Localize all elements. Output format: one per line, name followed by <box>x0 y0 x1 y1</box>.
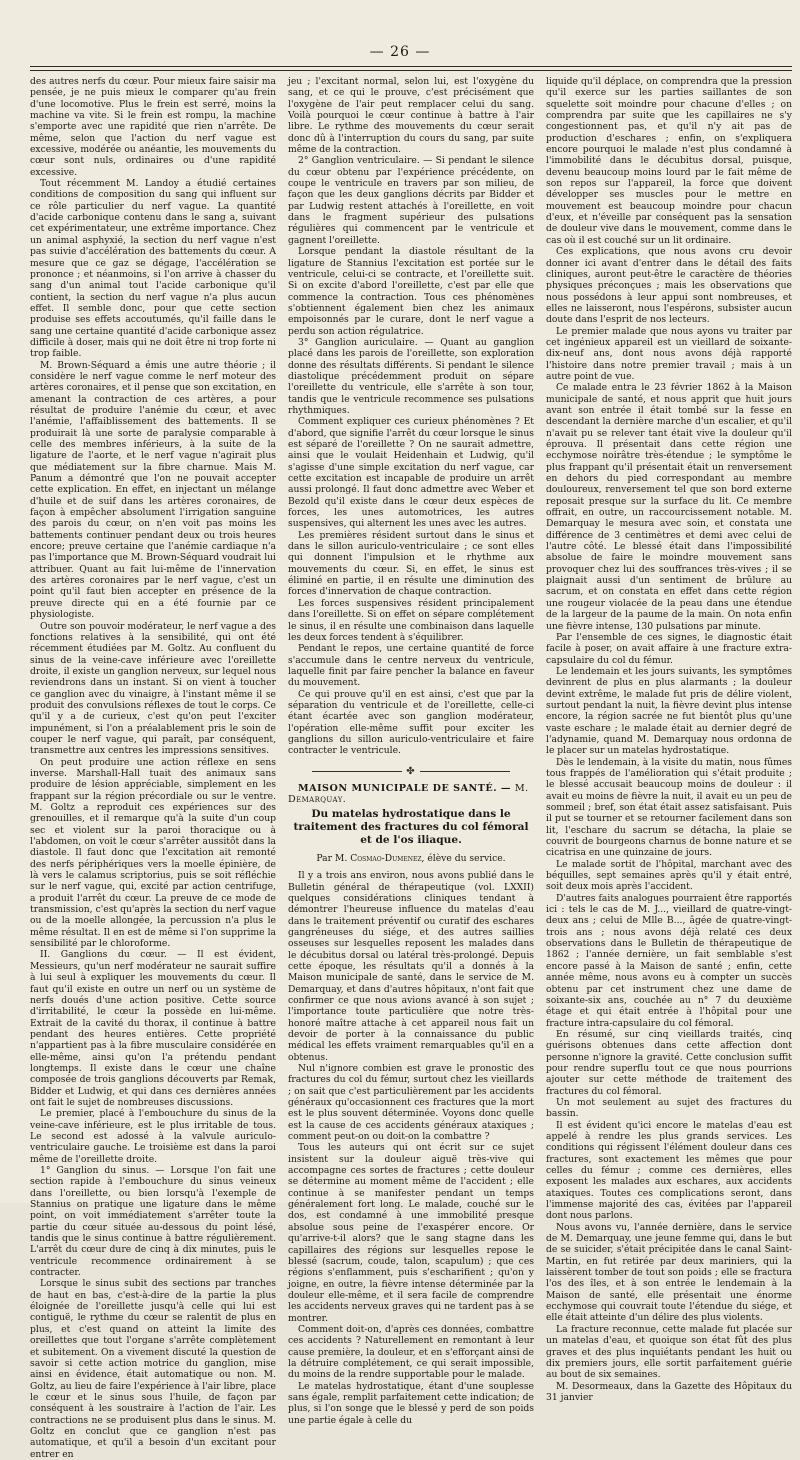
section-title-text: MAISON MUNICIPALE DE SANTÉ. — <box>298 783 515 795</box>
separator-line <box>312 771 402 772</box>
paragraph: D'autres faits analogues pourraient être rapportés ici : tels le cas de M. J..., vieillard de quatre-vingt-deux ans ; celui de Mlle B..., âgée de quatre-vingt-trois ans ; nous avons déjà relaté ces deux observations dans le Bulletin de thérapeutique de 1862 ; l'année dernière, un fait semblable s'est encore passé à la Maison de santé ; enfin, cette année même, nous avons eu à compter un succès obtenu par cet instrument chez une dame de soixante-six ans, couchée au n° 7 du deuxième étage et qui était entrée à l'hôpital pour une fracture intra-capsulaire du col fémoral. <box>546 892 792 1029</box>
paragraph: 2° Ganglion ventriculaire. — Si pendant le silence du cœur obtenu par l'expérience précédente, on coupe le ventricule en travers par son milieu, de façon que les deux ganglions décrits par Bidder et par Ludwig restent attachés à l'oreillette, en voit dans le fragment supérieur des pulsations régulières qui commencent par le ventricule et gagnent l'oreillette. <box>288 155 534 246</box>
paragraph: jeu ; l'excitant normal, selon lui, est l'oxygène du sang, et ce qui le prouve, c'est précisément que l'oxygène de l'air peut remplacer celui du sang. Voilà pourquoi le cœur continue à battre à l'air libre. Le rythme des mouvements du cœur serait donc dû à l'interruption du cours du sang, par suite même de la contraction. <box>288 76 534 156</box>
separator-line <box>420 771 510 772</box>
paragraph: En résumé, sur cinq vieillards traités, cinq guérisons obtenues dans cette affection dont personne n'ignore la gravité. Cette conclusion suffit pour rendre superflu tout ce que nous pourrions ajouter sur cette méthode de traitement des fractures du col fémoral. <box>546 1028 792 1097</box>
paragraph: Ce qui prouve qu'il en est ainsi, c'est que par la séparation du ventricule et de l'oreillette, celle-ci étant écartée avec son ganglion modérateur, l'opération elle-même suffit pour exciter les ganglions du sillon auriculo-ventriculaire et faire contracter le ventricule. <box>288 688 534 757</box>
byline <box>288 853 534 864</box>
paragraph: Lorsque le sinus subit des sections par tranches de haut en bas, c'est-à-dire de la partie la plus éloignée de l'oreillette jusqu'à celle qui lui est contiguë, le rythme du cœur se ralentit de plus en plus, et c'est quand on atteint la limite des oreillettes que tout l'organe s'arrête complètement et subitement. On a vivement discuté la question de savoir si cette action motrice du ganglion, mise ainsi en évidence, était automatique ou non. M. Goltz, au lieu de faire l'expérience à l'air libre, place le cœur et le sinus sous l'huile, de façon par conséquent à les soustraire à l'action de l'air. Les contractions ne se produisent plus dans le sinus. M. Goltz en conclut que ce ganglion n'est pas automatique, et qu'il a besoin d'un excitant pour entrer en <box>30 1278 276 1460</box>
paragraph: Outre son pouvoir modérateur, le nerf vague a des fonctions relatives à la sensibilité, qui ont été récemment étudiées par M. Goltz. Au confluent du sinus de la veine-cave inférieure avec l'oreillette droite, il existe un ganglion nerveux, sur lequel nous reviendrons dans un instant. Si on vient à toucher ce ganglion avec du vinaigre, à l'instant même il se produit des convulsions réflexes de tout le corps. Ce qu'il y a de curieux, c'est qu'on peut l'exciter impunément, si l'on a préalablement pris le soin de couper le nerf vague, qui paraît, par conséquent, transmettre aux centres les impressions sensitives. <box>30 620 276 757</box>
paragraph: Ce malade entra le 23 février 1862 à la Maison municipale de santé, et nous apprit que huit jours avant son entrée il était tombé sur la fesse en descendant la dernière marche d'un escalier, et qu'il n'avait pu se relever tant était vive la douleur qu'il éprouva. Il présentait dans cette région une ecchymose noirâtre très-étendue ; le symptôme le plus frappant qu'il présentait était un renversement en dehors du pied correspondant au membre douloureux, renversement tel que son bord externe reposait presque sur la surface du lit. Ce membre offrait, en outre, un raccourcissement notable. M. Demarquay le mesura avec soin, et constata une différence de 3 centimètres et demi avec celui de l'autre côté. Le blessé était dans l'impossibilité absolue de faire le moindre mouvement sans provoquer chez lui des souffrances très-vives ; il se plaignait aussi d'un sentiment de brûlure au sacrum, et on constata en effet dans cette région une rougeur violacée de la peau dans une étendue de la largeur de la paume de la main. On nota enfin une fièvre intense, 130 pulsations par minute. <box>546 382 792 632</box>
paragraph: liquide qu'il déplace, on comprendra que la pression qu'il exerce sur les parties saillantes de son squelette soit moindre pour chacune d'elles ; on comprendra par suite que les capillaires ne s'y congestionnent pas, et qu'il n'y ait pas de production d'eschares ; enfin, on s'expliquera encore pourquoi le malade n'est plus condamné à l'immobilité dans le décubitus dorsal, puisque, devenu beaucoup moins lourd par le fait même de son repos sur l'appareil, la force que doivent développer ses muscles pour le mettre en mouvement est beaucoup moindre pour chacun d'eux, et n'éveille par conséquent pas la sensation de douleur vive dans le mouvement, comme dans le cas où il est couché sur un lit ordinaire. <box>546 76 792 246</box>
paragraph: Comment doit-on, d'après ces données, combattre ces accidents ? Naturellement en remontant à leur cause première, la douleur, et en s'efforçant ainsi de la détruire complétement, ce qui serait impossible, du moins de la rendre supportable pour le malade. <box>288 1323 534 1381</box>
byline-author: Cosmao-Dumenez <box>350 852 422 864</box>
paragraph: On peut produire une action réflexe en sens inverse. Marshall-Hall tuait des animaux sans produire de lésion appréciable, simplement en les frappant sur la région précordiale ou sur le ventre. M. Goltz a reproduit ces expériences sur des grenouilles, et il remarque qu'à la suite d'un coup sec et violent sur la paroi thoracique ou à l'abdomen, on voit le cœur s'arrêter aussitôt dans la diastole. Il faut donc que l'excitation ait remonté des nerfs périphériques vers la moelle épinière, de là vers le calamus scriptorius, puis se soit réfléchie sur le nerf vague, qui, excité par action centrifuge, a produit l'arrêt du cœur. La preuve de ce mode de transmission, c'est qu'après la section du nerf vague ou de la moelle allongée, la percussion n'a plus le même résultat. Il en est de même si l'on supprime la sensibilité par le chloroforme. <box>30 756 276 950</box>
paragraph: des autres nerfs du cœur. Pour mieux faire saisir ma pensée, je ne puis mieux le comparer qu'au frein d'une locomotive. Plus le frein est serré, moins la machine va vite. Si le frein est rompu, la machine s'emporte avec une rapidité que rien n'arrête. De même, selon que l'action du nerf vague est excessive, modérée ou anéantie, les mouvements du cœur sont nuls, ordinaires ou d'une rapidité excessive. <box>30 76 276 178</box>
paragraph: M. Desormeaux, dans la Gazette des Hôpitaux du 31 janvier <box>546 1380 792 1403</box>
paragraph: Les premières résident surtout dans le sinus et dans le sillon auriculo-ventriculaire ; ce sont elles qui donnent l'impulsion et le rhythme aux mouvements du cœur. Si, en effet, le sinus est éliminé en partie, il en résulte une diminution des forces d'innervation de chaque contraction. <box>288 529 534 598</box>
paragraph: Pendant le repos, une certaine quantité de force s'accumule dans le centre nerveux du ventricule, laquelle finit par faire pencher la balance en faveur du mouvement. <box>288 643 534 689</box>
paragraph: Un mot seulement au sujet des fractures du bassin. <box>546 1096 792 1120</box>
byline-suffix: , élève du service. <box>421 852 506 864</box>
paragraph: Par l'ensemble de ces signes, le diagnostic était facile à poser, on avait affaire à une fracture extra-capsulaire du col du fémur. <box>546 631 792 666</box>
paragraph: Dès le lendemain, à la visite du matin, nous fûmes tous frappés de l'amélioration qui s'était produite ; le blessé accusait beaucoup moins de douleur : il avait eu moins de fièvre la nuit, il avait eu un peu de sommeil ; bref, son état était assez satisfaisant. Puis il put se tourner et se retourner facilement dans son lit, l'eschare du sacrum se détacha, la plaie se couvrit de bourgeons charnus de bonne nature et se cicatrisa en une quinzaine de jours. <box>546 756 792 859</box>
paragraph: 3° Ganglion auriculaire. — Quant au ganglion placé dans les parois de l'oreillette, son exploration donne des résultats différents. Si pendant le silence diastolique précédemment produit on sépare l'oreillette du ventricule, elle s'arrête à son tour, tandis que le ventricule recommence ses pulsations rhythmiques. <box>288 336 534 416</box>
paragraph: 1° Ganglion du sinus. — Lorsque l'on fait une section rapide à l'embouchure du sinus veineux dans l'oreillette, ou bien lorsqu'à l'exemple de Stannius on pratique une ligature dans le même point, on voit immédiatement s'arrêter toute la partie du cœur située au-dessous du point lésé, tandis que le sinus continue à battre régulièrement. L'arrêt du cœur dure de cinq à dix minutes, puis le ventricule recommence ordinairement à se contracter. <box>30 1165 276 1279</box>
header-rule-thin <box>30 70 792 71</box>
column-right <box>546 76 792 1403</box>
paragraph: Le premier, placé à l'embouchure du sinus de la veine-cave inférieure, est le plus irritable de tous. Le second est adossé à la valvule auriculo-ventriculaire gauche. Le troisième est dans la paroi même de l'oreillette droite. <box>30 1108 276 1165</box>
article-title: Du matelas hydrostatique dans le traitement des fractures du col fémoral et de l'os iliaque. <box>293 807 529 846</box>
paragraph: Tous les auteurs qui ont écrit sur ce sujet insistent sur la douleur aiguë très-vive qui accompagne ces sortes de fractures ; cette douleur se détermine au moment même de l'accident ; elle continue à se manifester pendant un temps généralement fort long. Le malade, couché sur le dos, est condamné à une immobilité presque absolue sous peine de l'exaspérer encore. Or qu'arrive-t-il alors? que le sang stagne dans les capillaires des régions sur lesquelles repose le blessé (sacrum, coude, talon, scapulum) ; que ces régions s'enflamment, puis s'escharifient ; qu'on y joigne, en outre, la fièvre intense déterminée par la douleur elle-même, et il sera facile de comprendre les accidents nerveux graves qui ne tardent pas à se montrer. <box>288 1142 534 1324</box>
text-columns <box>30 76 792 1460</box>
paragraph: Le matelas hydrostatique, étant d'une souplesse sans égale, remplit parfaitement cette indication; de plus, si l'on songe que le blessé y perd de son poids une partie égale à celle du <box>288 1380 534 1426</box>
section-separator <box>288 766 534 778</box>
page-number: — 26 — <box>369 44 431 60</box>
paragraph: Les forces suspensives résident principalement dans l'oreillette. Si on effet on sépare complétement le sinus, il en résulte une combinaison dans laquelle les deux forces tendent à s'équilibrer. <box>288 597 534 643</box>
paragraph: Lorsque pendant la diastole résultant de la ligature de Stannius l'excitation est portée sur le ventricule, celui-ci se contracte, et l'oreillette suit. Si on excite d'abord l'oreillette, c'est par elle que commence la contraction. Tous ces phénomènes s'obtiennent également bien chez les animaux empoisonnés par le curare, dont le nerf vague a perdu son action régulatrice. <box>288 246 534 337</box>
column-left <box>30 76 276 1460</box>
paragraph: Il y a trois ans environ, nous avons publié dans le Bulletin général de thérapeutique (vol. LXXII) quelques considérations cliniques tendant à démontrer l'heureuse influence du matelas d'eau dans le traitement préventif ou curatif des eschares gangréneuses du siége, et des autres saillies osseuses sur lesquelles reposent les malades dans le décubitus dorsal ou latéral très-prolongé. Depuis cette époque, les résultats qu'il a donnés à la Maison municipale de santé, dans le service de M. Demarquay, et dans d'autres hôpitaux, n'ont fait que confirmer ce que nous avions avancé à son sujet ; l'importance toute particulière que notre très-honoré maître attache à cet appareil nous fait un devoir de porter à la connaissance du public médical les effets vraiment remarquables qu'il en a obtenus. <box>288 870 534 1063</box>
paragraph: Le lendemain et les jours suivants, les symptômes devinrent de plus en plus alarmants ; la douleur devint extrême, le malade fut pris de délire violent, surtout pendant la nuit, la fièvre devint plus intense encore, la région sacrée ne fut bientôt plus qu'une vaste eschare ; le malade était au dernier degré de l'adynamie, quand M. Demarquay nous ordonna de le placer sur un matelas hydrostatique. <box>546 665 792 757</box>
paragraph: Ces explications, que nous avons cru devoir donner ici avant d'entrer dans le détail des faits cliniques, auront peut-être le caractère de théories physiques préconçues ; mais les observations que nous possédons à leur appui sont nombreuses, et elles ne laisseront, nous l'espérons, subsister aucun doute dans l'esprit de nos lecteurs. <box>546 246 792 326</box>
section-title <box>288 783 534 806</box>
paragraph: La fracture reconnue, cette malade fut placée sur un matelas d'eau, et quoique son état fût des plus graves et des plus inquiétants pendant les huit ou dix premiers jours, elle sortit parfaitement guérie au bout de six semaines. <box>546 1323 792 1381</box>
byline-prefix: Par M. <box>316 852 351 864</box>
paragraph: Il est évident qu'ici encore le matelas d'eau est appelé à rendre les plus grands services. Les conditions qui régissent l'élément douleur dans ces fractures, sont exactement les mêmes que pour celles du fémur ; comme ces dernières, elles exposent les malades aux eschares, aux accidents ataxiques. Toutes ces complications seront, dans l'immense majorité des cas, évitées par l'appareil dont nous parlons. <box>546 1119 792 1222</box>
paragraph: Nul n'ignore combien est grave le pronostic des fractures du col du fémur, surtout chez les vieillards ; on sait que c'est particulièrement par les accidents généraux qu'occasionnent ces fractures que la mort est le plus souvent déterminée. Voyons donc quelle est la cause de ces accidents généraux ataxiques ; comment peut-on ou doit-on la combattre ? <box>288 1063 534 1143</box>
paragraph: II. Ganglions du cœur. — Il est évident, Messieurs, qu'un nerf modérateur ne saurait suffire à lui seul à expliquer les mouvements du cœur. Il faut qu'il existe en outre un nerf ou un système de nerfs doués d'une action positive. Cette source d'irritabilité, le cœur la possède en lui-même. Extrait de la cavité du thorax, il continue à battre pendant des heures entières. Cette propriété n'appartient pas à la fibre musculaire considérée en elle-même, ainsi qu'on l'a prétendu pendant longtemps. Il existe dans le cœur une chaîne composée de trois ganglions découverts par Remak, Bidder et Ludwig, et qui dans ces dernières années ont fait le sujet de nombreuses discussions. <box>30 949 276 1108</box>
paragraph: Le malade sortit de l'hôpital, marchant avec des béquilles, sept semaines après qu'il y était entré, soit deux mois après l'accident. <box>546 858 792 893</box>
header-rule <box>30 66 792 67</box>
paragraph: Comment expliquer ces curieux phénomènes ? Et d'abord, que signifie l'arrêt du cœur lorsque le sinus est séparé de l'oreillette ? On ne saurait admettre, ainsi que le voulait Heidenhain et Ludwig, qu'il s'agisse d'une simple excitation du nerf vague, car cette excitation est incapable de produire un arrêt aussi prolongé. Il faut donc admettre avec Weber et Bezold qu'il existe dans le cœur deux espèces de forces, les unes automotrices, les autres suspensives, qui alternent les unes avec les autres. <box>288 416 534 530</box>
ornament-icon: ✤ <box>406 765 416 777</box>
paragraph: Le premier malade que nous ayons vu traiter par cet ingénieux appareil est un vieillard de soixante-dix-neuf ans, dont nous avons déjà rapporté l'histoire dans notre premier travail ; mais à un autre point de vue. <box>546 325 792 382</box>
paragraph: Nous avons vu, l'année dernière, dans le service de M. Demarquay, une jeune femme qui, dans le but de se suicider, s'était précipitée dans le canal Saint-Martin, en fut retirée par deux mariniers, qui la laissèrent tomber de tout son poids ; elle se fractura l'os des îles, et à son entrée le lendemain à la Maison de santé, elle présentait une énorme ecchymose qui couvrait toute l'étendue du siége, et elle était atteinte d'un délire des plus violents. <box>546 1221 792 1324</box>
paragraph: M. Brown-Séquard a émis une autre théorie ; il considère le nerf vague comme le nerf moteur des artères coronaires, et il pense que son excitation, en amenant la contraction de ces artères, a pour résultat de produire l'anémie du cœur, et avec l'anémie, l'affaiblissement des battements. Il se produirait là une sorte de paralysie comparable à celle des membres inférieurs, à la suite de la ligature de l'aorte, et le nerf vague n'agirait plus que médiatement sur la fibre charnue. Mais M. Panum a démontré que l'on ne pouvait accepter cette explication. En effet, en injectant un mélange d'huile et de suif dans les artères coronaires, de façon à empêcher absolument l'irrigation sanguine des parois du cœur, on n'en voit pas moins les battements continuer pendant deux ou trois heures encore; preuve certaine que l'anémie cardiaque n'a pas l'importance que M. Brown-Séquard voudrait lui attribuer. Quant au fait lui-même de l'innervation des artères coronaires par le nerf vague, c'est un point qu'il faut bien accepter en présence de la preuve directe qui en a été fournie par ce physiologiste. <box>30 359 276 621</box>
section-title-author: M. Demarquay. <box>288 783 529 806</box>
paragraph: Tout récemment M. Landoy a étudié certaines conditions de composition du sang qui influent sur ce rôle particulier du nerf vague. La quantité d'acide carbonique contenu dans le sang a, suivant cet expérimentateur, une extrême importance. Chez un animal asphyxié, la section du nerf vague n'est pas suivie d'accélération des battements du cœur. A mesure que ce gaz se dégage, l'accélération se prononce ; et néanmoins, si l'on arrive à chasser du sang d'un animal tout l'acide carbonique qu'il contient, la section du nerf vague n'a plus aucun effet. Il semble donc, pour que cette section produise ses effets accoutumés, qu'il faille dans le sang une certaine quantité d'acide carbonique assez difficile à doser, mais qui ne doit être ni trop forte ni trop faible. <box>30 178 276 360</box>
column-middle <box>288 76 534 1426</box>
